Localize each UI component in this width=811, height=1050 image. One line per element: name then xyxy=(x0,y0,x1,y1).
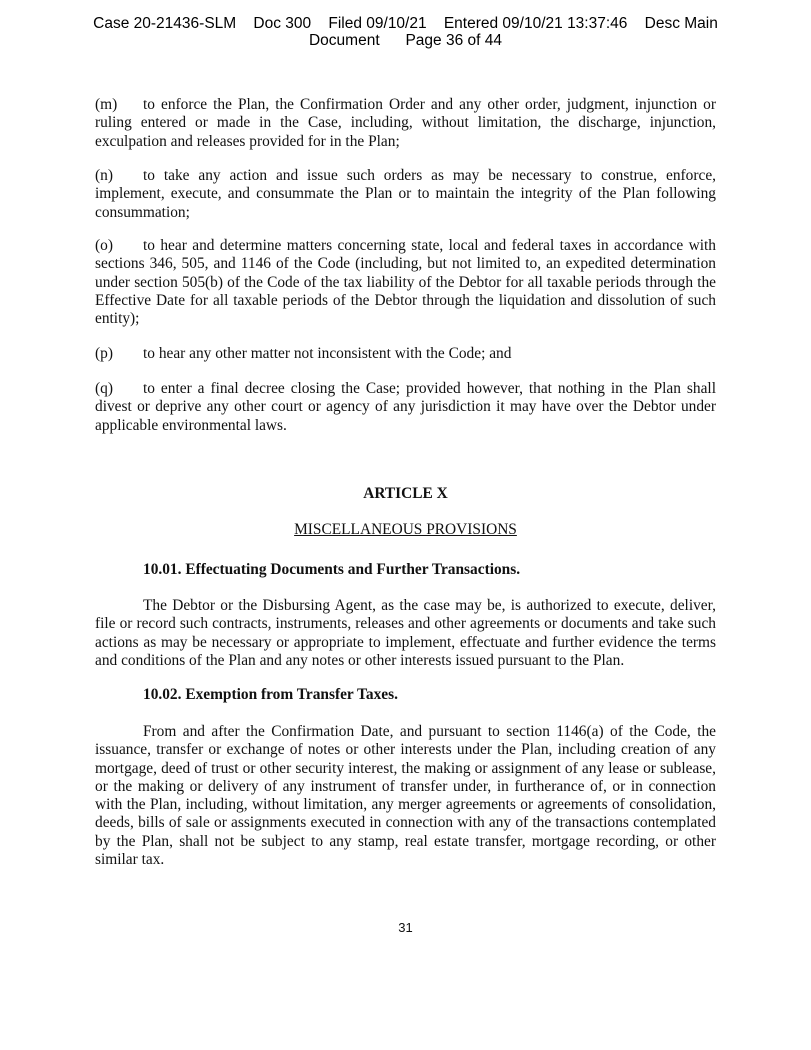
section-heading-10-01: 10.01. Effectuating Documents and Further Transactions. xyxy=(143,561,521,578)
header-document-line: Document Page 36 of 44 xyxy=(308,32,502,49)
item-text: to hear and determine matters concerning state, local and federal taxes in accordance with sections 346, 505, and 1146 of the Code (including, but not limited to, an expedited determination under section 505(b) of the Code of the tax liability of the Debtor for all taxable periods through the Effective Date for all taxable periods of the Debtor through the liquidation and dissolution of such entity); xyxy=(95,237,716,328)
item-label: (p) xyxy=(95,345,113,362)
item-p xyxy=(95,345,716,363)
item-text: to enforce the Plan, the Confirmation Order and any other order, judgment, injunction or ruling entered or made in the Case, including, without limitation, the discharge, injunction, exculpation and releases provided for in the Plan; xyxy=(95,96,716,150)
article-title: ARTICLE X xyxy=(363,485,448,502)
header-case-line: Case 20-21436-SLM Doc 300 Filed 09/10/21 Entered 09/10/21 13:37:46 Desc Main xyxy=(93,15,718,32)
item-n xyxy=(95,167,716,222)
section-body-10-01: The Debtor or the Disbursing Agent, as the case may be, is authorized to execute, deliver, file or record such contracts, instruments, releases and other agreements or documents and take such actions as may be necessary or appropriate to implement, effectuate and further evidence the terms and conditions of the Plan and any notes or other interests issued pursuant to the Plan. xyxy=(95,597,716,669)
court-filing-header xyxy=(0,15,811,49)
item-text: to enter a final decree closing the Case; provided however, that nothing in the Plan shall divest or deprive any other court or agency of any jurisdiction it may have over the Debtor under applicable environmental laws. xyxy=(95,380,716,434)
item-label: (m) xyxy=(95,96,118,113)
item-label: (n) xyxy=(95,167,113,184)
item-o xyxy=(95,237,716,328)
section-title: MISCELLANEOUS PROVISIONS xyxy=(294,521,517,538)
item-q xyxy=(95,380,716,435)
item-m xyxy=(95,96,716,151)
item-label: (q) xyxy=(95,380,113,397)
item-text: to take any action and issue such orders as may be necessary to construe, enforce, implement, execute, and consummate the Plan or to maintain the integrity of the Plan following consummation; xyxy=(95,167,716,221)
page-number: 31 xyxy=(398,920,413,935)
section-heading-10-02: 10.02. Exemption from Transfer Taxes. xyxy=(143,686,398,703)
item-text: to hear any other matter not inconsistent with the Code; and xyxy=(143,345,512,362)
item-label: (o) xyxy=(95,237,113,254)
section-title-wrap xyxy=(95,521,716,539)
section-body-10-02: From and after the Confirmation Date, and pursuant to section 1146(a) of the Code, the issuance, transfer or exchange of notes or other interests under the Plan, including creation of any mortgage, deed of trust or other security interest, the making or assignment of any lease or sublease, or the making or delivery of any instrument of transfer under, in furtherance of, or in connection with the Plan, including, without limitation, any merger agreements or agreements of consolidation, deeds, bills of sale or assignments executed in connection with any of the transactions contemplated by the Plan, shall not be subject to any stamp, real estate transfer, mortgage recording, or other similar tax. xyxy=(95,723,716,869)
